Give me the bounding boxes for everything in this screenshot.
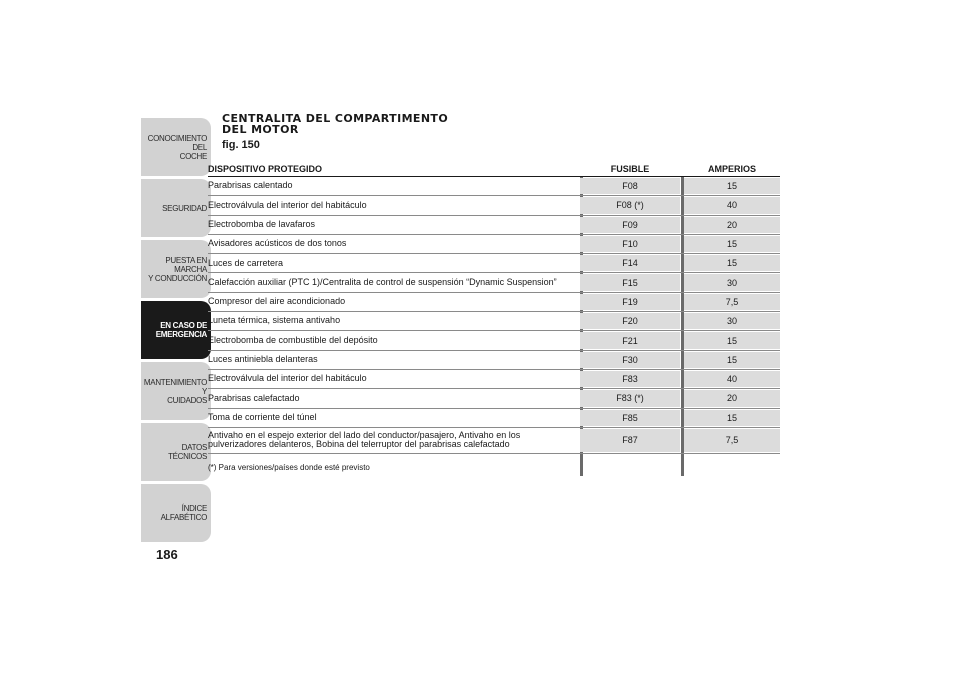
header-amps: AMPERIOS (707, 164, 756, 174)
tab-label: SEGURIDAD (162, 203, 207, 213)
tab-label: EMERGENCIA (155, 330, 207, 339)
header-fuse: FUSIBLE (610, 164, 650, 174)
cell-amps: 20 (684, 217, 780, 233)
section-heading (222, 113, 448, 135)
cell-device: Electroválvula del interior del habitáculo (208, 373, 367, 384)
cell-fuse: F30 (580, 352, 680, 368)
tab-conocimiento-del-coche[interactable] (141, 118, 211, 176)
tab-indice-alfabetico[interactable] (141, 484, 211, 542)
cell-amps: 20 (684, 390, 780, 406)
table-row (208, 331, 780, 350)
cell-fuse: F83 (*) (580, 390, 680, 406)
table-row (208, 351, 780, 370)
table-row (208, 312, 780, 331)
tab-seguridad[interactable] (141, 179, 211, 237)
cell-device: Compresor del aire acondicionado (208, 296, 346, 307)
table-row (208, 254, 780, 273)
tab-label: COCHE (179, 151, 207, 161)
cell-fuse: F08 (*) (580, 197, 680, 213)
cell-device: Luces de carretera (208, 257, 284, 268)
table-body (208, 177, 780, 454)
cell-amps: 30 (684, 313, 780, 329)
cell-amps: 15 (684, 352, 780, 368)
fuse-table (208, 161, 780, 454)
tab-label: CUIDADOS (167, 395, 207, 405)
cell-device: Electroválvula del interior del habitáculo (208, 199, 367, 210)
table-row (208, 177, 780, 196)
cell-fuse: F85 (580, 410, 680, 426)
cell-device: Luneta térmica, sistema antivaho (208, 315, 341, 326)
cell-fuse: F14 (580, 255, 680, 271)
table-row (208, 196, 780, 215)
tab-puesta-en-marcha[interactable] (141, 240, 211, 298)
cell-device: Parabrisas calefactado (208, 392, 300, 403)
cell-device: Calefacción auxiliar (PTC 1)/Centralita de control de suspensión “Dynamic Suspension” (208, 276, 557, 287)
cell-amps: 30 (684, 274, 780, 290)
cell-amps: 7,5 (684, 294, 780, 310)
cell-amps: 40 (684, 371, 780, 387)
header-device: DISPOSITIVO PROTEGIDO (208, 164, 323, 174)
cell-device: Electrobomba de combustible del depósito (208, 334, 378, 345)
cell-fuse: F83 (580, 371, 680, 387)
heading-line-1: CENTRALITA DEL COMPARTIMENTO (222, 112, 449, 125)
cell-device: Luces antiniebla delanteras (208, 354, 318, 365)
tab-label: EN CASO DE (160, 321, 207, 330)
cell-fuse: F09 (580, 217, 680, 233)
cell-fuse: F08 (580, 178, 680, 194)
page-number: 186 (156, 547, 178, 562)
cell-device: Toma de corriente del túnel (208, 411, 317, 422)
tab-label: CONOCIMIENTO DEL (147, 133, 207, 152)
heading-line-2: DEL MOTOR (222, 123, 299, 136)
tab-label: DATOS TÉCNICOS (168, 443, 207, 461)
table-row (208, 293, 780, 312)
tab-label: ÍNDICE ALFABÉTICO (160, 504, 207, 522)
cell-fuse: F87 (580, 429, 680, 452)
cell-amps: 15 (684, 332, 780, 348)
cell-amps: 15 (684, 236, 780, 252)
footnote: (*) Para versiones/países donde esté previsto (208, 463, 370, 472)
cell-fuse: F15 (580, 274, 680, 290)
figure-reference: fig. 150 (222, 139, 260, 151)
table-header (208, 161, 780, 177)
table-row (208, 409, 780, 428)
tab-en-caso-de-emergencia[interactable] (141, 301, 211, 359)
cell-amps: 7,5 (684, 429, 780, 452)
table-row (208, 235, 780, 254)
table-row (208, 428, 780, 454)
cell-fuse: F20 (580, 313, 680, 329)
cell-amps: 15 (684, 178, 780, 194)
cell-amps: 15 (684, 255, 780, 271)
cell-device: Parabrisas calentado (208, 180, 293, 191)
table-row (208, 389, 780, 408)
table-row (208, 273, 780, 292)
cell-fuse: F21 (580, 332, 680, 348)
tab-label: PUESTA EN MARCHA (165, 255, 207, 274)
tab-mantenimiento-y-cuidados[interactable] (141, 362, 211, 420)
cell-fuse: F19 (580, 294, 680, 310)
cell-device: Avisadores acústicos de dos tonos (208, 238, 347, 249)
cell-amps: 15 (684, 410, 780, 426)
tab-label: MANTENIMIENTO Y (143, 377, 207, 396)
cell-device: Antivaho en el espejo exterior del lado del conductor/pasajero, Antivaho en los pulverizadores delanteros, Bobina del telerruptor del parabrisas calefactado (208, 429, 521, 450)
table-row (208, 370, 780, 389)
tab-datos-tecnicos[interactable] (141, 423, 211, 481)
cell-fuse: F10 (580, 236, 680, 252)
tab-label: Y CONDUCCIÓN (148, 273, 207, 283)
table-row (208, 216, 780, 235)
cell-amps: 40 (684, 197, 780, 213)
cell-device: Electrobomba de lavafaros (208, 218, 316, 229)
